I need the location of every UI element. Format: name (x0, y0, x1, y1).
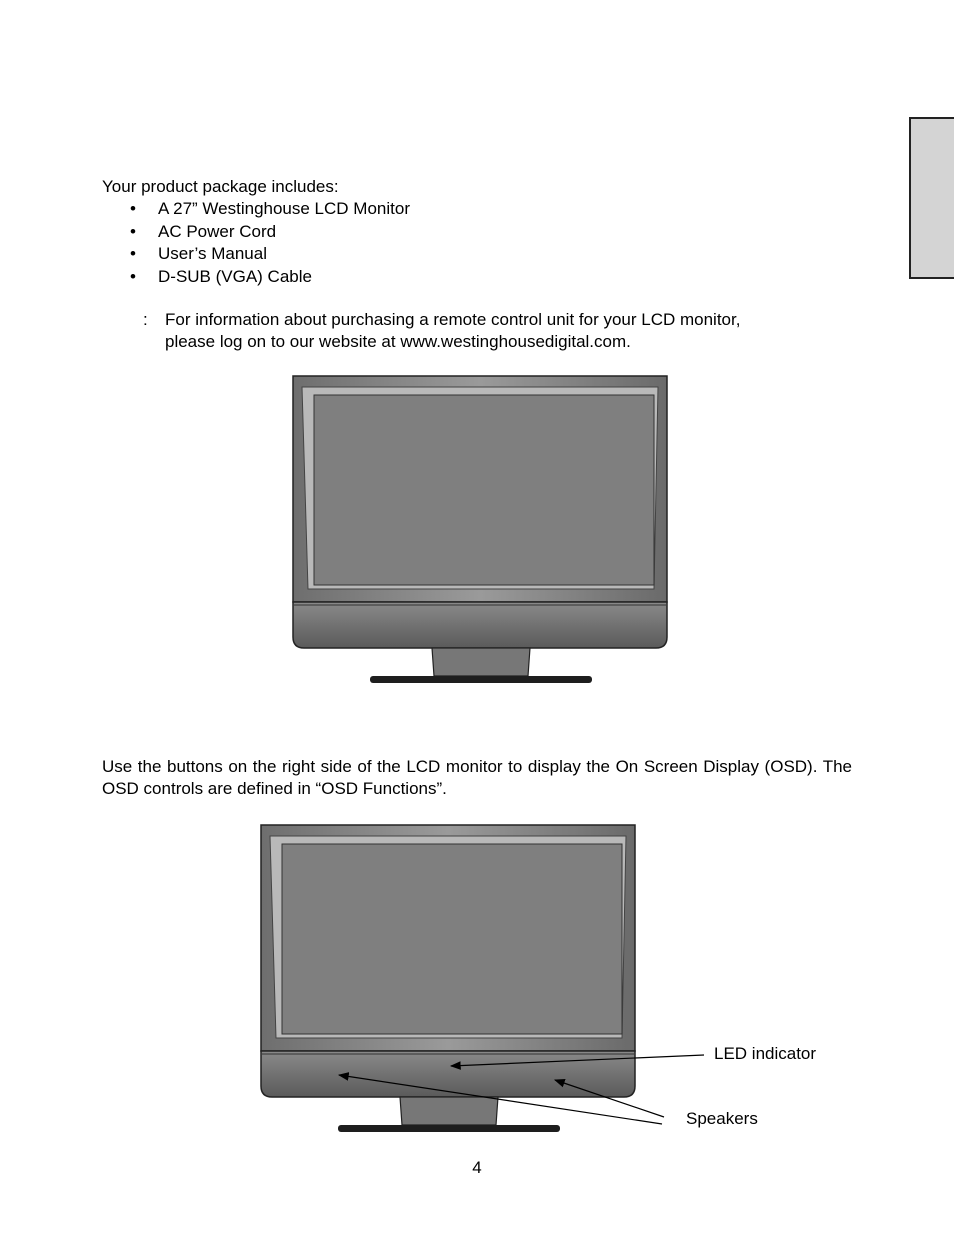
speaker-callout-arrow-right (555, 1080, 664, 1117)
list-item: • A 27” Westinghouse LCD Monitor (102, 198, 410, 221)
note-colon: : (143, 310, 148, 329)
bullet-icon: • (130, 221, 136, 241)
bullet-icon: • (130, 244, 136, 264)
list-item: • User’s Manual (102, 243, 410, 266)
led-callout-arrow (451, 1055, 704, 1066)
note-text: For information about purchasing a remote control unit for your LCD monitor, please log on to our website at www.westinghousedigital.com. (165, 310, 741, 351)
package-intro: Your product package includes: (102, 177, 339, 196)
osd-paragraph: Use the buttons on the right side of the LCD monitor to display the On Screen Display (OSD). The OSD controls are defined in “OSD Functions”. (102, 757, 852, 798)
list-item: • D-SUB (VGA) Cable (102, 266, 410, 289)
bullet-icon: • (130, 267, 136, 287)
speakers-label: Speakers (686, 1109, 758, 1128)
list-item: • AC Power Cord (102, 221, 410, 244)
led-indicator-label: LED indicator (714, 1044, 817, 1063)
bullet-icon: • (130, 199, 136, 218)
page-number: 4 (472, 1158, 482, 1177)
